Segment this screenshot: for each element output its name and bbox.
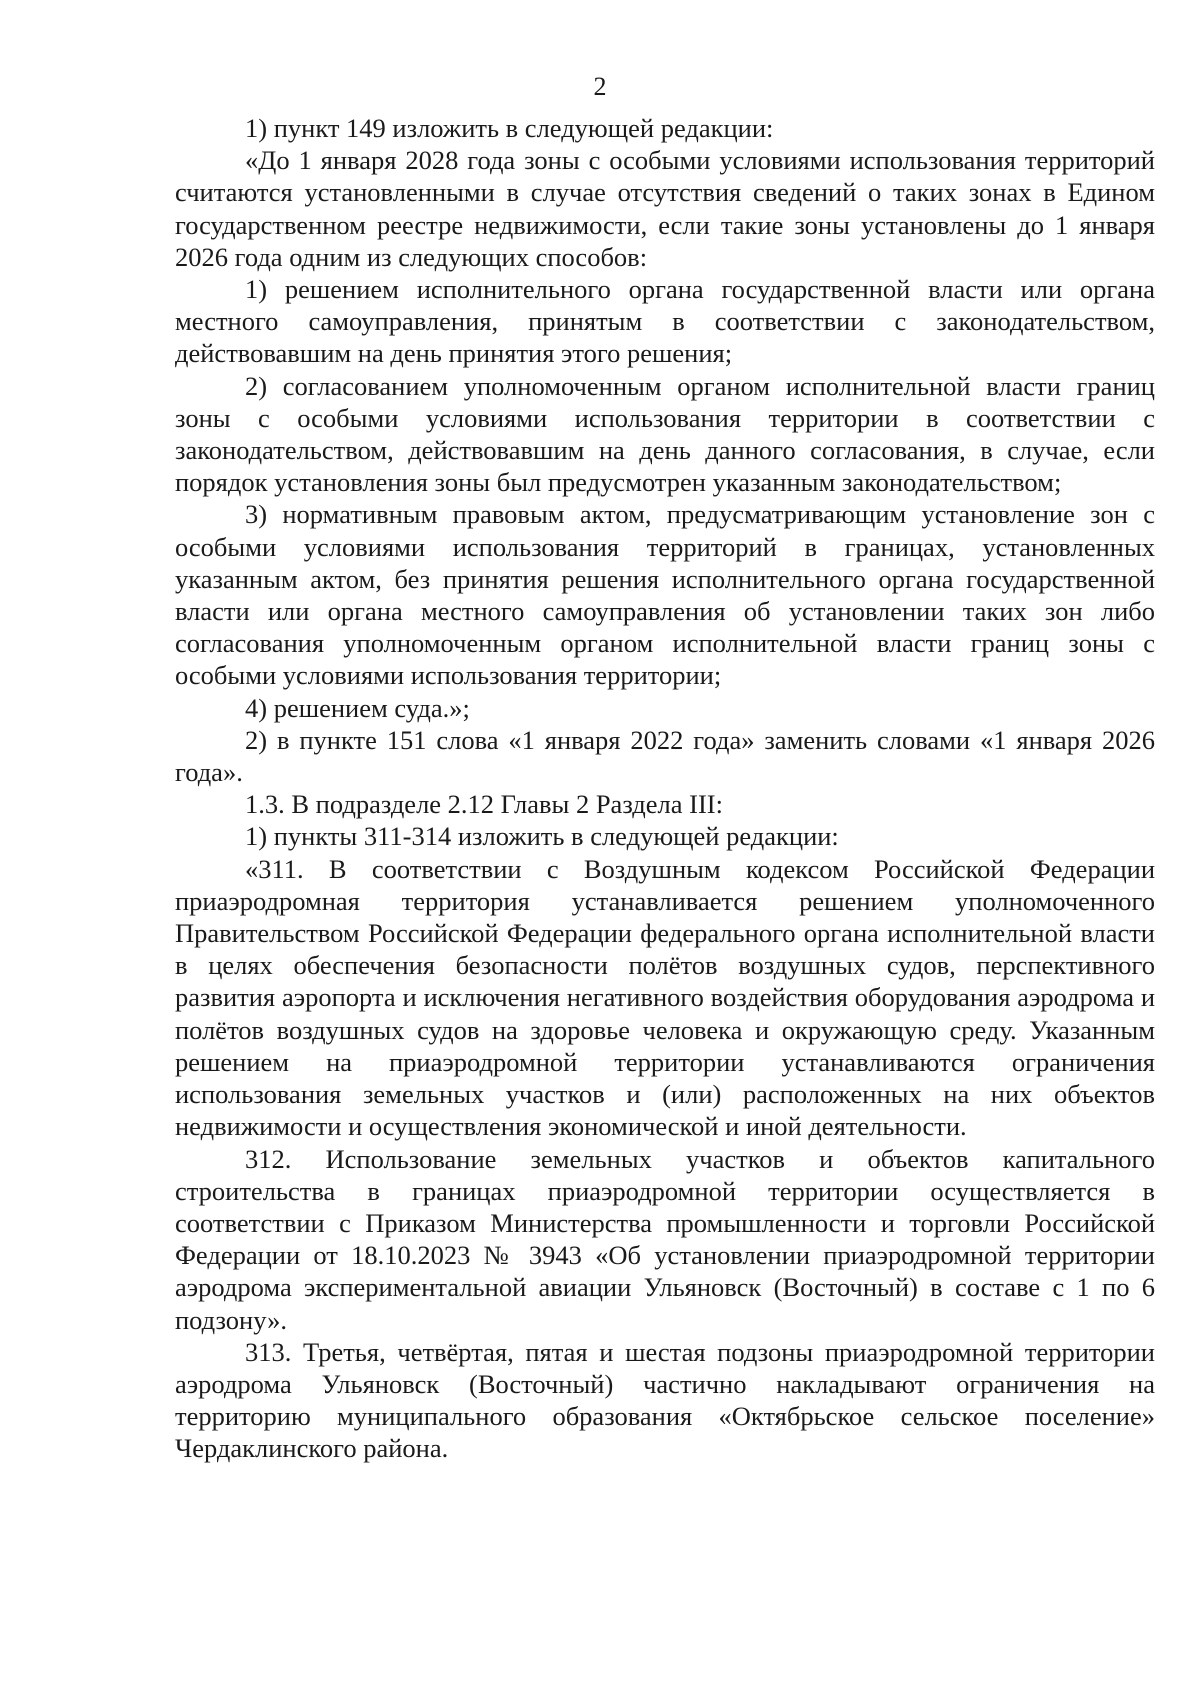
paragraph-method-2: 2) согласованием уполномоченным органом исполнительной власти границ зоны с особыми условиями использования территории в соответствии с законодательством, действовавшим на день данного согласования, в случае, если порядок установления зоны был предусмотрен указанным законодательством; bbox=[175, 370, 1155, 498]
paragraph-item-151: 2) в пункте 151 слова «1 января 2022 года» заменить словами «1 января 2026 года». bbox=[175, 724, 1155, 788]
document-body bbox=[175, 112, 1155, 1465]
paragraph-section-1-3: 1.3. В подразделе 2.12 Главы 2 Раздела III: bbox=[245, 789, 723, 820]
paragraph-method-1: 1) решением исполнительного органа государственной власти или органа местного самоуправления, принятым в соответствии с законодательством, действовавшим на день принятия этого решения; bbox=[175, 274, 1155, 369]
paragraph-item-311: «311. В соответствии с Воздушным кодексом Российской Федерации приаэродромная территория устанавливается решением уполномоченного Правительством Российской Федерации федерального органа исполнительной власти в целях обеспечения безопасности полётов воздушных судов, перспективного развития аэропорта и исключения негативного воздействия оборудования аэродрома и полётов воздушных судов на здоровье человека и окружающую среду. Указанным решением на приаэродромной территории устанавливаются ограничения использования земельных участков и (или) расположенных на них объектов недвижимости и осуществления экономической и иной деятельности. bbox=[175, 853, 1155, 1142]
paragraph-method-3: 3) нормативным правовым актом, предусматривающим установление зон с особыми условиями использования территорий в границах, установленных указанным актом, без принятия решения исполнительного органа государственной власти или органа местного самоуправления об установлении таких зон либо согласования уполномоченным органом исполнительной власти границ зоны с особыми условиями использования территории; bbox=[175, 499, 1155, 691]
page-number: 2 bbox=[593, 72, 607, 101]
paragraph-item-312: 312. Использование земельных участков и объектов капитального строительства в границах приаэродромной территории осуществляется в соответствии с Приказом Министерства промышленности и торговли Российской Федерации от 18.10.2023 № 3943 «Об установлении приаэродромной территории аэродрома экспериментальной авиации Ульяновск (Восточный) в составе с 1 по 6 подзону». bbox=[175, 1143, 1155, 1335]
paragraph-item-149-text: «До 1 января 2028 года зоны с особыми условиями использования территорий считаются установленными в случае отсутствия сведений о таких зонах в Едином государственном реестре недвижимости, если такие зоны установлены до 1 января 2026 года одним из следующих способов: bbox=[175, 145, 1155, 272]
paragraph-item-149-intro: 1) пункт 149 изложить в следующей редакции: bbox=[245, 113, 774, 143]
paragraph-item-313: 313. Третья, четвёртая, пятая и шестая подзоны приаэродромной территории аэродрома Ульяновск (Восточный) частично накладывают ограничения на территорию муниципального образования «Октябрьское сельское поселение» Чердаклинского района. bbox=[175, 1336, 1155, 1464]
paragraph-items-311-314-intro: 1) пункты 311-314 изложить в следующей редакции: bbox=[245, 821, 839, 852]
paragraph-method-4: 4) решением суда.»; bbox=[245, 692, 470, 723]
